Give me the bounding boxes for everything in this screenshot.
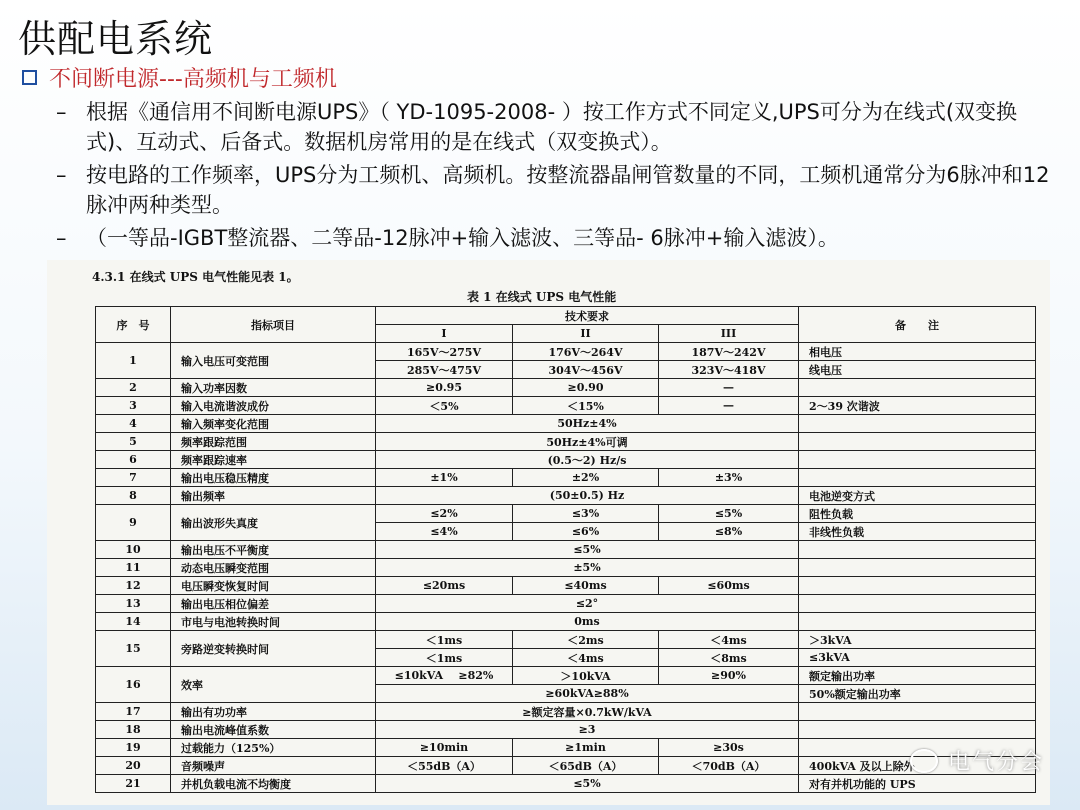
cell: ＜70dB（A） [659, 757, 799, 775]
row-no: 12 [96, 577, 171, 595]
cell: ≥30s [659, 739, 799, 757]
row-no: 7 [96, 469, 171, 487]
slide-title: 供配电系统 [18, 17, 214, 61]
subtitle-text: 不间断电源---高频机与工频机 [49, 67, 337, 92]
cell: ＜5% [376, 397, 513, 415]
cell: ≤2° [376, 595, 799, 613]
table-row [96, 721, 1036, 739]
row-no: 19 [96, 739, 171, 757]
row-no: 20 [96, 757, 171, 775]
cell: (50±0.5) Hz [376, 487, 799, 505]
table-title: 表 1 在线式 UPS 电气性能 [467, 290, 617, 304]
dash-marker: – [56, 226, 67, 250]
cell: 0ms [376, 613, 799, 631]
cell: 176V～264V [513, 343, 659, 361]
row-note [799, 541, 1036, 559]
row-note [799, 415, 1036, 433]
cell: ±1% [376, 469, 513, 487]
row-item: 输入电流谐波成份 [171, 397, 376, 415]
cell: ≥10min [376, 739, 513, 757]
cell: ≤60ms [659, 577, 799, 595]
cell: ＜4ms [659, 631, 799, 649]
square-bullet-icon [22, 70, 37, 85]
bullet-text: 按电路的工作频率，UPS分为工频机、高频机。按整流器晶闸管数量的不同，工频机通常分为6脉冲和12脉冲两种类型。 [86, 163, 1050, 217]
row-no: 21 [96, 775, 171, 793]
table-row [96, 595, 1036, 613]
header-grade-3: III [659, 325, 799, 343]
table-row [96, 487, 1036, 505]
row-note: ＞3kVA [799, 631, 1036, 649]
row-note: ≤3kVA [799, 649, 1036, 667]
cell: ＜55dB（A） [376, 757, 513, 775]
row-note: 2～39 次谐波 [799, 397, 1036, 415]
row-note: 50%额定输出功率 [799, 685, 1036, 703]
table-row [96, 451, 1036, 469]
table-row [96, 577, 1036, 595]
header-grade-1: I [376, 325, 513, 343]
bullet-item [56, 223, 1051, 253]
row-no: 1 [96, 343, 171, 379]
table-row [96, 379, 1036, 397]
table-row [96, 703, 1036, 721]
header-grade-2: II [513, 325, 659, 343]
header-note: 备 注 [799, 307, 1036, 343]
cell: 165V～275V [376, 343, 513, 361]
row-note [799, 451, 1036, 469]
row-item: 输入频率变化范围 [171, 415, 376, 433]
header-item: 指标项目 [171, 307, 376, 343]
cell: ＜8ms [659, 649, 799, 667]
watermark [910, 745, 1044, 776]
row-item: 输出波形失真度 [171, 505, 376, 541]
table-row [96, 541, 1036, 559]
bullet-text: （一等品-IGBT整流器、二等品-12脉冲+输入滤波、三等品- 6脉冲+输入滤波）。 [86, 226, 839, 250]
row-item: 音频噪声 [171, 757, 376, 775]
cell: ≥60kVA≥88% [376, 685, 799, 703]
cell: ＜1ms [376, 649, 513, 667]
cell: ≤20ms [376, 577, 513, 595]
clause-caption: 4.3.1 在线式 UPS 电气性能见表 1。 [92, 270, 299, 284]
row-item: 旁路逆变转换时间 [171, 631, 376, 667]
table-row [96, 343, 1036, 361]
row-item: 输入电压可变范围 [171, 343, 376, 379]
row-item: 电压瞬变恢复时间 [171, 577, 376, 595]
cell: ＜4ms [513, 649, 659, 667]
cell: — [659, 397, 799, 415]
watermark-text: 电气分会 [947, 750, 1044, 775]
row-note: 电池逆变方式 [799, 487, 1036, 505]
cell: 285V～475V [376, 361, 513, 379]
row-item: 过载能力（125%） [171, 739, 376, 757]
row-item: 频率跟踪速率 [171, 451, 376, 469]
cell: ≥1min [513, 739, 659, 757]
header-tech: 技术要求 [376, 307, 799, 325]
cell: ≥90% [659, 667, 799, 685]
row-no: 13 [96, 595, 171, 613]
row-item: 效率 [171, 667, 376, 703]
cell: ＜1ms [376, 631, 513, 649]
row-note: 线电压 [799, 361, 1036, 379]
row-note [799, 577, 1036, 595]
row-no: 4 [96, 415, 171, 433]
row-note: 400kVA 及以上除外 [799, 757, 1036, 775]
row-note: 非线性负载 [799, 523, 1036, 541]
row-note: 额定输出功率 [799, 667, 1036, 685]
row-item: 市电与电池转换时间 [171, 613, 376, 631]
table-row [96, 559, 1036, 577]
table-row [96, 775, 1036, 793]
row-no: 17 [96, 703, 171, 721]
cell: ≤2% [376, 505, 513, 523]
row-note [799, 595, 1036, 613]
table-row [96, 613, 1036, 631]
cell: ≤8% [659, 523, 799, 541]
cell: ≤4% [376, 523, 513, 541]
table-row [96, 505, 1036, 523]
cell: ±3% [659, 469, 799, 487]
cell: 187V～242V [659, 343, 799, 361]
cell: ≤3% [513, 505, 659, 523]
row-item: 输出电流峰值系数 [171, 721, 376, 739]
row-no: 9 [96, 505, 171, 541]
table-row [96, 757, 1036, 775]
row-item: 输出有功功率 [171, 703, 376, 721]
table-row [96, 433, 1036, 451]
row-item: 输出电压稳压精度 [171, 469, 376, 487]
row-item: 频率跟踪范围 [171, 433, 376, 451]
ups-performance-table [95, 306, 1036, 793]
table-row [96, 631, 1036, 649]
row-note [799, 703, 1036, 721]
slide-subtitle [22, 62, 337, 93]
row-note [799, 433, 1036, 451]
row-item: 并机负载电流不均衡度 [171, 775, 376, 793]
row-no: 18 [96, 721, 171, 739]
row-no: 16 [96, 667, 171, 703]
cell: ±5% [376, 559, 799, 577]
cell: 50Hz±4%可调 [376, 433, 799, 451]
row-no: 11 [96, 559, 171, 577]
row-note: 对有并机功能的 UPS [799, 775, 1036, 793]
cell: ＞10kVA [513, 667, 659, 685]
row-no: 5 [96, 433, 171, 451]
cell [376, 667, 513, 685]
row-item: 输出电压不平衡度 [171, 541, 376, 559]
row-item: 动态电压瞬变范围 [171, 559, 376, 577]
cell: ≥3 [376, 721, 799, 739]
row-note: 阻性负载 [799, 505, 1036, 523]
cell: ≤40ms [513, 577, 659, 595]
wechat-icon [910, 749, 938, 773]
scanned-standard-table [47, 260, 1050, 805]
cell: 50Hz±4% [376, 415, 799, 433]
row-note: 相电压 [799, 343, 1036, 361]
row-item: 输出频率 [171, 487, 376, 505]
cell: (0.5～2) Hz/s [376, 451, 799, 469]
dash-marker: – [56, 163, 67, 187]
cell: ≥0.95 [376, 379, 513, 397]
row-no: 14 [96, 613, 171, 631]
row-note [799, 613, 1036, 631]
table-row [96, 739, 1036, 757]
cell: ≤5% [376, 775, 799, 793]
table-row [96, 415, 1036, 433]
bullet-item [56, 160, 1051, 220]
table-header-row [96, 307, 1036, 325]
row-note [799, 721, 1036, 739]
row-note [799, 559, 1036, 577]
cell: ≤5% [376, 541, 799, 559]
cell: — [659, 379, 799, 397]
row-item: 输入功率因数 [171, 379, 376, 397]
cell: ＜65dB（A） [513, 757, 659, 775]
cell: ≤6% [513, 523, 659, 541]
row-no: 15 [96, 631, 171, 667]
cell: ≤5% [659, 505, 799, 523]
table-row [96, 469, 1036, 487]
row-no: 3 [96, 397, 171, 415]
cell: ±2% [513, 469, 659, 487]
cell-part: ≤10kVA [394, 669, 444, 682]
row-no: 8 [96, 487, 171, 505]
cell: 323V～418V [659, 361, 799, 379]
cell: ≥额定容量×0.7kW/kVA [376, 703, 799, 721]
cell: 304V～456V [513, 361, 659, 379]
header-seq: 序 号 [96, 307, 171, 343]
bullet-text: 根据《通信用不间断电源UPS》（ YD-1095-2008- ）按工作方式不同定义,UPS可分为在线式(双变换式)、互动式、后备式。数据机房常用的是在线式（双变换式）。 [86, 100, 1018, 154]
cell-part: ≥82% [458, 669, 494, 682]
row-no: 2 [96, 379, 171, 397]
cell: ＜15% [513, 397, 659, 415]
bullet-item [56, 97, 1051, 157]
cell: ＜2ms [513, 631, 659, 649]
cell: ≥0.90 [513, 379, 659, 397]
table-row [96, 397, 1036, 415]
row-no: 10 [96, 541, 171, 559]
row-note [799, 469, 1036, 487]
row-note [799, 379, 1036, 397]
dash-marker: – [56, 100, 67, 124]
row-no: 6 [96, 451, 171, 469]
table-row [96, 667, 1036, 685]
row-item: 输出电压相位偏差 [171, 595, 376, 613]
